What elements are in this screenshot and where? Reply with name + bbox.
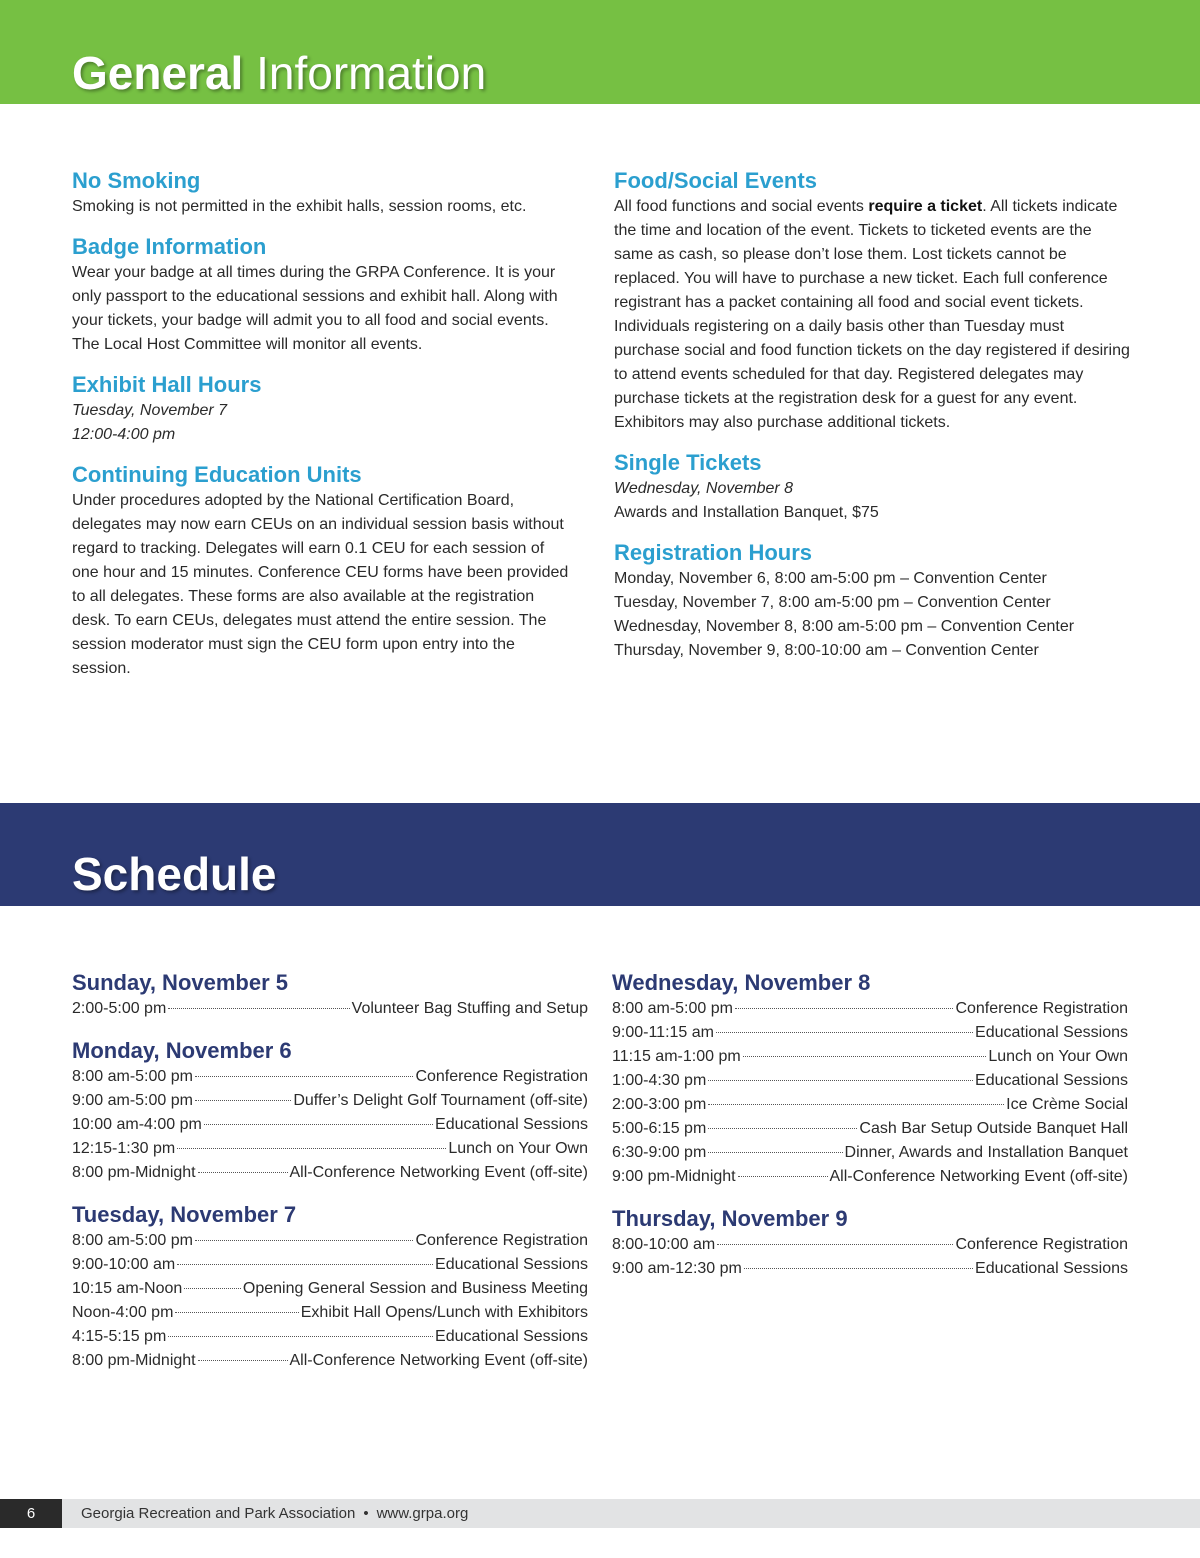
- section-heading: Badge Information: [72, 234, 267, 259]
- schedule-event: Educational Sessions: [975, 1024, 1128, 1041]
- dot-leader: [708, 1152, 842, 1153]
- section-text-part: . All tickets indicate the time and location of the event. Tickets to ticketed events are the same as cash, so please don’t lose them. Lost tickets cannot be replaced. You will have to purchase a new ticket. Each full conference registrant has a packet containing all food and social event tickets. Individuals registering on a daily basis other than Tuesday must purchase social and food function tickets on the day registered if desiring to attend events scheduled for that day. Registered delegates may purchase tickets at the registration desk for a guest for any event. Exhibitors may also purchase additional tickets.: [614, 198, 1130, 431]
- schedule-day-sunday-november-5: [72, 969, 588, 1021]
- dot-leader: [198, 1360, 288, 1361]
- schedule-time: 10:15 am-Noon: [72, 1280, 183, 1297]
- schedule-row: [72, 1253, 588, 1277]
- dot-leader: [204, 1124, 433, 1125]
- schedule-event: Lunch on Your Own: [448, 1140, 588, 1157]
- footer-separator: •: [363, 1505, 369, 1522]
- dot-leader: [716, 1032, 973, 1033]
- section-text-part: Thursday, November 9, 8:00-10:00 am – Convention Center: [614, 642, 1039, 659]
- schedule-day-tuesday-november-7: [72, 1201, 588, 1373]
- page-footer: [0, 1499, 1200, 1528]
- schedule-time: 8:00-10:00 am: [612, 1236, 716, 1253]
- dot-leader: [198, 1172, 288, 1173]
- schedule-row: [612, 1141, 1128, 1165]
- schedule-row: [612, 1257, 1128, 1281]
- general-information-title: General Information: [72, 47, 487, 99]
- dot-leader: [168, 1008, 349, 1009]
- schedule-row: [612, 1045, 1128, 1069]
- schedule-title: Schedule: [72, 848, 277, 900]
- schedule-event: Educational Sessions: [435, 1116, 588, 1133]
- section-text: [72, 489, 572, 681]
- day-heading: Thursday, November 9: [612, 1206, 848, 1231]
- schedule-event: Educational Sessions: [435, 1256, 588, 1273]
- schedule-row: [612, 1021, 1128, 1045]
- schedule-row: [72, 1089, 588, 1113]
- section-heading: No Smoking: [72, 168, 201, 193]
- section-text-part: Wednesday, November 8, 8:00 am-5:00 pm – Convention Center: [614, 618, 1075, 635]
- schedule-event: Conference Registration: [415, 1232, 588, 1249]
- section-text-part: 12:00-4:00 pm: [72, 426, 176, 443]
- footer-url[interactable]: www.grpa.org: [376, 1505, 469, 1522]
- general-right-column: [614, 167, 1130, 677]
- schedule-time: 8:00 am-5:00 pm: [72, 1232, 193, 1249]
- schedule-event: Lunch on Your Own: [988, 1048, 1128, 1065]
- section-heading: Single Tickets: [614, 450, 762, 475]
- schedule-time: 8:00 pm-Midnight: [72, 1164, 196, 1181]
- schedule-left-column: [72, 969, 588, 1389]
- schedule-time: 2:00-3:00 pm: [612, 1096, 707, 1113]
- schedule-time: 10:00 am-4:00 pm: [72, 1116, 202, 1133]
- section-no-smoking: [72, 167, 572, 219]
- schedule-event: Educational Sessions: [975, 1260, 1128, 1277]
- schedule-row: [72, 1137, 588, 1161]
- schedule-row: [612, 1233, 1128, 1257]
- schedule-row: [72, 1229, 588, 1253]
- schedule-time: 11:15 am-1:00 pm: [612, 1048, 741, 1065]
- schedule-time: 9:00-11:15 am: [612, 1024, 714, 1041]
- schedule-day-wednesday-november-8: [612, 969, 1128, 1189]
- schedule-time: 8:00 pm-Midnight: [72, 1352, 196, 1369]
- section-text: [614, 615, 1130, 639]
- section-heading: Registration Hours: [614, 540, 813, 565]
- schedule-event: Exhibit Hall Opens/Lunch with Exhibitors: [300, 1304, 588, 1321]
- schedule-event: Conference Registration: [955, 1000, 1128, 1017]
- schedule-time: 9:00 pm-Midnight: [612, 1168, 736, 1185]
- footer-org: Georgia Recreation and Park Association: [81, 1505, 356, 1522]
- schedule-time: 9:00 am-12:30 pm: [612, 1260, 742, 1277]
- page-number: 6: [0, 1499, 62, 1528]
- schedule-day-thursday-november-9: [612, 1205, 1128, 1281]
- section-exhibit-hall-hours: [72, 371, 572, 447]
- schedule-row: [72, 1161, 588, 1185]
- schedule-event: Dinner, Awards and Installation Banquet: [844, 1144, 1128, 1161]
- section-text-part: Awards and Installation Banquet, $75: [614, 504, 879, 521]
- general-left-column: [72, 167, 572, 695]
- day-heading: Wednesday, November 8: [612, 970, 871, 995]
- section-text: [72, 195, 572, 219]
- section-text-part: Wednesday, November 8: [614, 480, 794, 497]
- schedule-row: [612, 1165, 1128, 1189]
- dot-leader: [177, 1264, 433, 1265]
- schedule-time: 6:30-9:00 pm: [612, 1144, 707, 1161]
- schedule-day-monday-november-6: [72, 1037, 588, 1185]
- day-heading: Monday, November 6: [72, 1038, 292, 1063]
- dot-leader: [708, 1128, 857, 1129]
- schedule-row: [72, 1325, 588, 1349]
- schedule-time: 8:00 am-5:00 pm: [72, 1068, 193, 1085]
- section-text: [614, 477, 1130, 501]
- day-heading: Tuesday, November 7: [72, 1202, 297, 1227]
- section-text: [614, 567, 1130, 591]
- dot-leader: [177, 1148, 446, 1149]
- dot-leader: [708, 1104, 1004, 1105]
- schedule-event: Volunteer Bag Stuffing and Setup: [351, 1000, 588, 1017]
- section-text: [614, 639, 1130, 663]
- section-text-emphasis: require a ticket: [868, 198, 983, 215]
- schedule-time: 8:00 am-5:00 pm: [612, 1000, 733, 1017]
- section-badge-information: [72, 233, 572, 357]
- section-text: [614, 501, 1130, 525]
- section-heading: Continuing Education Units: [72, 462, 362, 487]
- schedule-event: Cash Bar Setup Outside Banquet Hall: [859, 1120, 1128, 1137]
- schedule-row: [72, 1349, 588, 1373]
- day-heading: Sunday, November 5: [72, 970, 288, 995]
- schedule-event: Duffer’s Delight Golf Tournament (off-site): [293, 1092, 588, 1109]
- dot-leader: [195, 1240, 414, 1241]
- dot-leader: [195, 1076, 414, 1077]
- schedule-time: 4:15-5:15 pm: [72, 1328, 167, 1345]
- section-text-part: Wear your badge at all times during the GRPA Conference. It is your only passport to the educational sessions and exhibit hall. Along with your tickets, your badge will admit you to all food and social events. The Local Host Committee will monitor all events.: [72, 264, 558, 353]
- dot-leader: [717, 1244, 953, 1245]
- section-text: [614, 591, 1130, 615]
- dot-leader: [744, 1268, 973, 1269]
- schedule-event: All-Conference Networking Event (off-site): [289, 1352, 588, 1369]
- schedule-event: Educational Sessions: [975, 1072, 1128, 1089]
- dot-leader: [168, 1336, 433, 1337]
- section-text: [72, 399, 572, 423]
- section-text: [614, 195, 1130, 435]
- schedule-row: [72, 997, 588, 1021]
- schedule-time: 5:00-6:15 pm: [612, 1120, 707, 1137]
- schedule-event: Opening General Session and Business Meeting: [242, 1280, 588, 1297]
- schedule-time: 1:00-4:30 pm: [612, 1072, 707, 1089]
- section-food-social-events: [614, 167, 1130, 435]
- section-single-tickets: [614, 449, 1130, 525]
- section-heading: Food/Social Events: [614, 168, 817, 193]
- section-continuing-education-units: [72, 461, 572, 681]
- schedule-time: 12:15-1:30 pm: [72, 1140, 176, 1157]
- section-registration-hours: [614, 539, 1130, 663]
- schedule-time: 9:00-10:00 am: [72, 1256, 176, 1273]
- schedule-event: Conference Registration: [415, 1068, 588, 1085]
- schedule-time: Noon-4:00 pm: [72, 1304, 174, 1321]
- footer-text: [81, 1499, 468, 1528]
- schedule-right-column: [612, 969, 1128, 1297]
- schedule-event: Educational Sessions: [435, 1328, 588, 1345]
- section-text-part: Tuesday, November 7, 8:00 am-5:00 pm – Convention Center: [614, 594, 1051, 611]
- schedule-row: [72, 1065, 588, 1089]
- section-text: [72, 261, 572, 357]
- schedule-row: [612, 1093, 1128, 1117]
- general-information-banner: [0, 0, 1200, 104]
- dot-leader: [175, 1312, 298, 1313]
- schedule-row: [612, 1069, 1128, 1093]
- schedule-time: 2:00-5:00 pm: [72, 1000, 167, 1017]
- schedule-event: All-Conference Networking Event (off-site): [829, 1168, 1128, 1185]
- section-text-part: Smoking is not permitted in the exhibit halls, session rooms, etc.: [72, 198, 527, 215]
- schedule-event: Ice Crème Social: [1006, 1096, 1128, 1113]
- dot-leader: [184, 1288, 241, 1289]
- section-text-part: Under procedures adopted by the National Certification Board, delegates may now earn CEUs on an individual session basis without regard to tracking. Delegates will earn 0.1 CEU for each session of one hour and 15 minutes. Conference CEU forms have been provided to all delegates. These forms are also available at the registration desk. To earn CEUs, delegates must attend the entire session. The session moderator must sign the CEU form upon entry into the session.: [72, 492, 569, 677]
- dot-leader: [708, 1080, 973, 1081]
- schedule-row: [72, 1113, 588, 1137]
- dot-leader: [743, 1056, 987, 1057]
- section-text-part: Tuesday, November 7: [72, 402, 228, 419]
- schedule-banner: [0, 803, 1200, 906]
- dot-leader: [738, 1176, 828, 1177]
- section-text-part: All food functions and social events: [614, 198, 869, 215]
- schedule-event: All-Conference Networking Event (off-site): [289, 1164, 588, 1181]
- section-text: [72, 423, 572, 447]
- schedule-time: 9:00 am-5:00 pm: [72, 1092, 193, 1109]
- schedule-row: [72, 1277, 588, 1301]
- schedule-row: [612, 997, 1128, 1021]
- section-text-part: Monday, November 6, 8:00 am-5:00 pm – Convention Center: [614, 570, 1047, 587]
- section-heading: Exhibit Hall Hours: [72, 372, 262, 397]
- schedule-row: [612, 1117, 1128, 1141]
- schedule-row: [72, 1301, 588, 1325]
- dot-leader: [735, 1008, 954, 1009]
- schedule-event: Conference Registration: [955, 1236, 1128, 1253]
- dot-leader: [195, 1100, 291, 1101]
